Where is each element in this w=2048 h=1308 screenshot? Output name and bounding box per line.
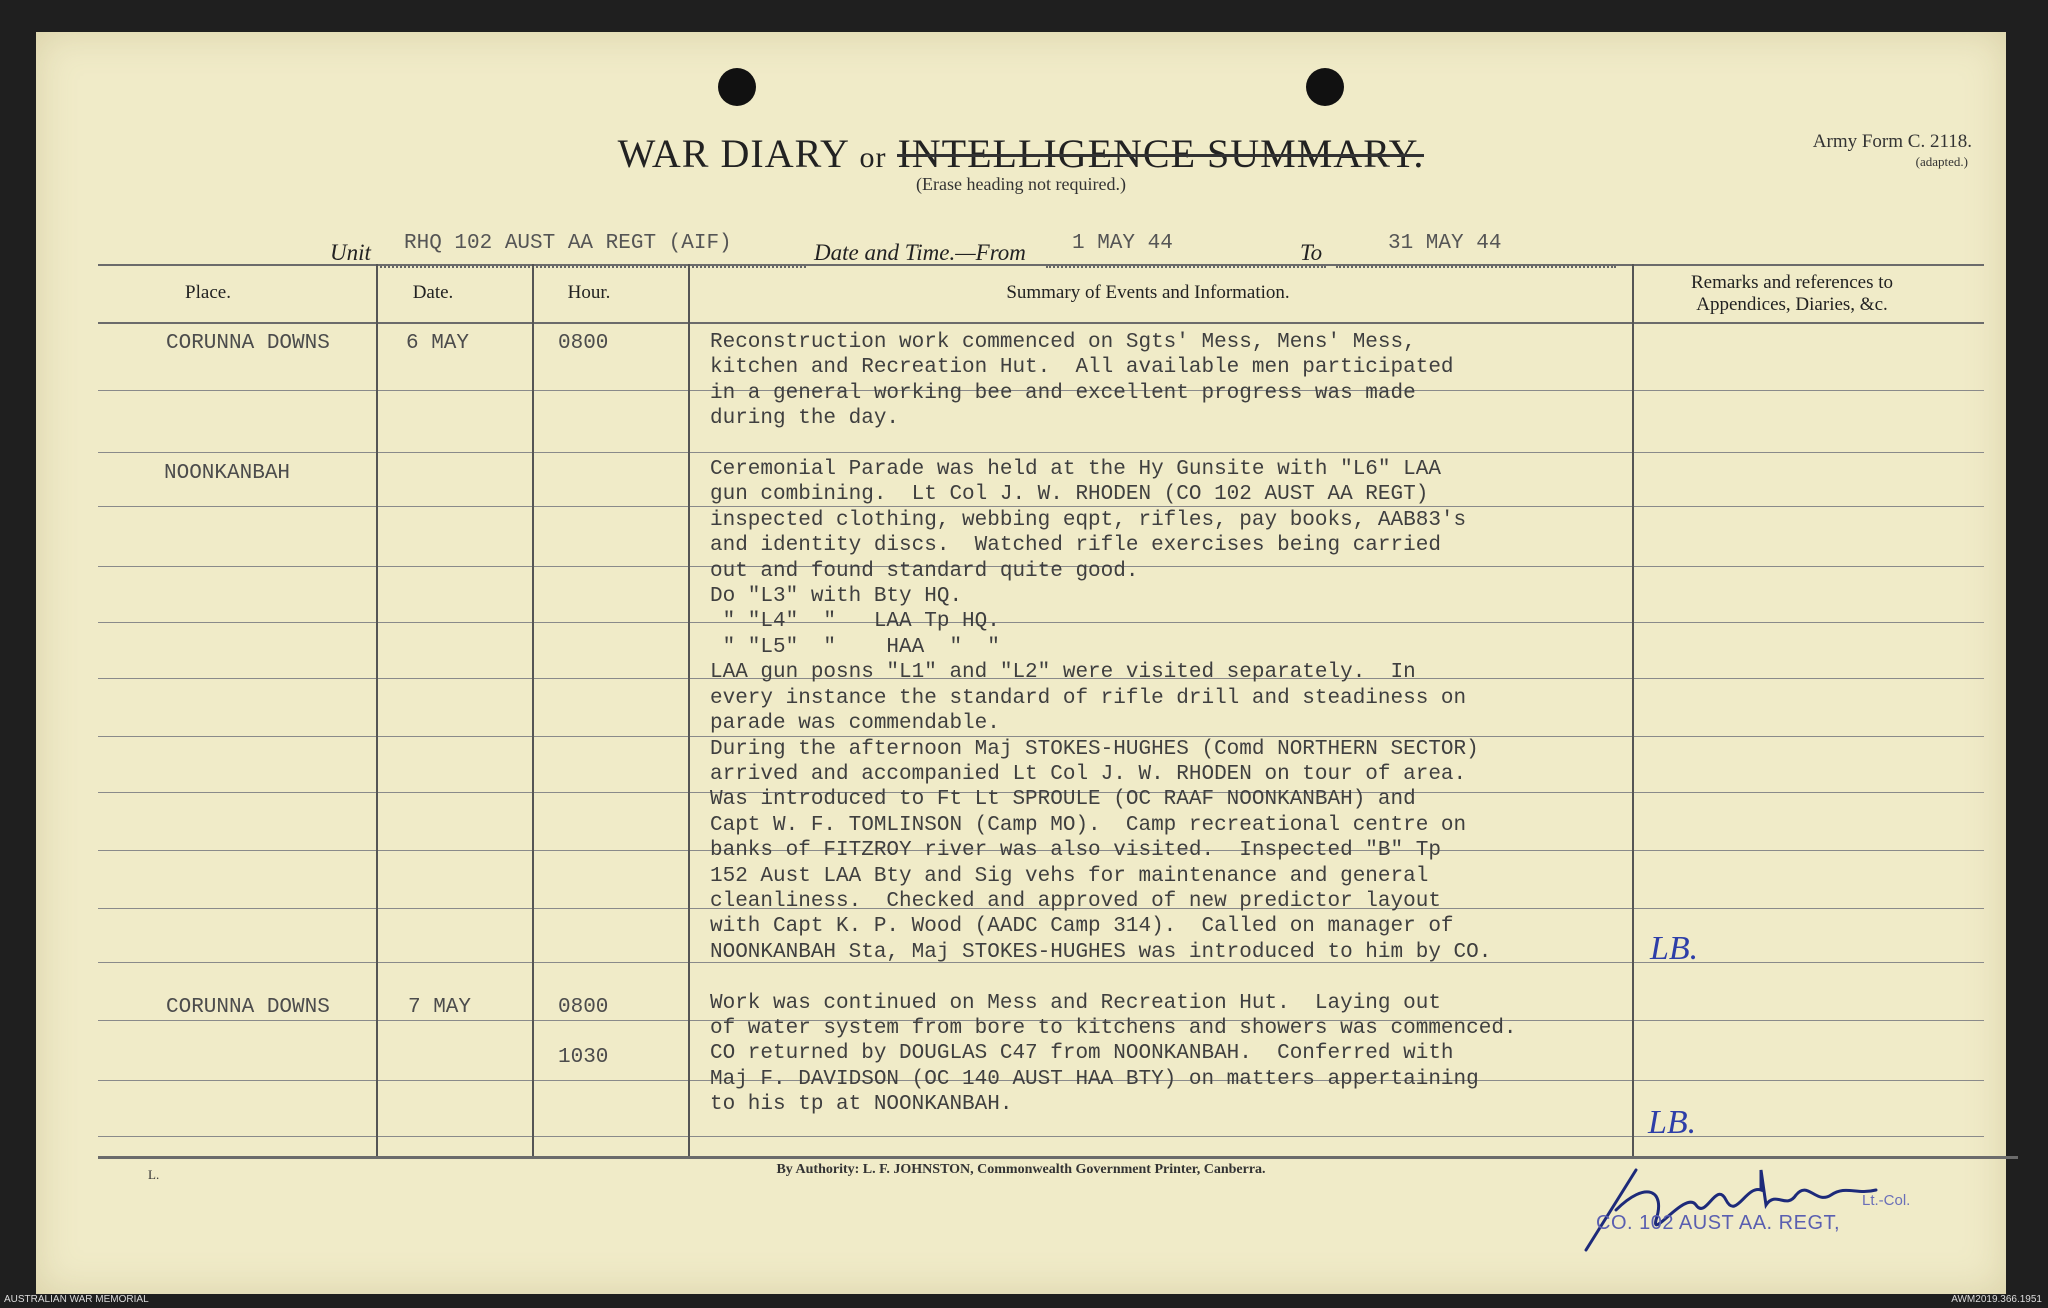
summary-line: Do "L3" with Bty HQ.	[710, 585, 963, 609]
title-main: WAR DIARY	[617, 131, 849, 176]
commanding-officer-signature	[1576, 1150, 1896, 1260]
title-or: or	[859, 141, 887, 174]
summary-line: with Capt K. P. Wood (AADC Camp 314). Called on manager of	[710, 915, 1454, 939]
summary-line: LAA gun posns "L1" and "L2" were visited separately. In	[710, 661, 1416, 685]
punch-hole-left	[718, 68, 756, 106]
summary-line: banks of FITZROY river was also visited. Inspected "B" Tp	[710, 839, 1441, 863]
unit-stamp: CO. 102 AUST AA. REGT,	[1596, 1212, 1841, 1234]
unit-label: Unit	[330, 240, 371, 265]
diary-sheet	[36, 32, 2006, 1294]
summary-line: of water system from bore to kitchens and showers was commenced.	[710, 1016, 1517, 1040]
summary-line: to his tp at NOONKANBAH.	[710, 1093, 1013, 1117]
summary-line: during the day.	[710, 407, 900, 431]
summary-line: Ceremonial Parade was held at the Hy Gunsite with "L6" LAA	[710, 458, 1441, 482]
summary-line: " "L5" " HAA " "	[710, 635, 1000, 659]
summary-line: CO returned by DOUGLAS C47 from NOONKANBAH. Conferred with	[710, 1042, 1454, 1066]
form-letter: L.	[148, 1167, 160, 1182]
unit-value: RHQ 102 AUST AA REGT (AIF)	[404, 232, 732, 255]
date-to-label: To	[1300, 240, 1323, 265]
summary-line: inspected clothing, webbing eqpt, rifles, pay books, AAB83's	[710, 508, 1467, 532]
column-header-place: Place.	[185, 282, 231, 303]
date-to-value: 31 MAY 44	[1388, 232, 1502, 255]
column-divider	[1632, 264, 1634, 1156]
remarks-initials-1: LB.	[1650, 930, 1699, 967]
credit-right: AWM2019.366.1951	[1951, 1294, 2042, 1305]
date-from-dotted-line	[1046, 266, 1326, 268]
summary-line: cleanliness. Checked and approved of new predictor layout	[710, 889, 1441, 913]
summary-line: gun combining. Lt Col J. W. RHODEN (CO 102 AUST AA REGT)	[710, 483, 1429, 507]
place-entry-2: NOONKANBAH	[164, 462, 291, 485]
credit-left: AUSTRALIAN WAR MEMORIAL	[4, 1294, 149, 1305]
printer-authority: By Authority: L. F. JOHNSTON, Commonwealth Government Printer, Canberra.	[776, 1162, 1266, 1177]
erase-note: (Erase heading not required.)	[916, 174, 1126, 194]
date-to-dotted-line	[1336, 266, 1616, 268]
summary-line: NOONKANBAH Sta, Maj STOKES-HUGHES was introduced to him by CO.	[710, 940, 1492, 964]
page-title	[36, 130, 2006, 177]
date-from-label: Date and Time.—From	[814, 240, 1026, 265]
place-entry-1: CORUNNA DOWNS	[166, 332, 330, 355]
unit-dotted-line	[376, 266, 806, 268]
column-divider	[688, 264, 690, 1156]
hour-entry-3: 0800	[558, 996, 609, 1019]
summary-line: out and found standard quite good.	[710, 559, 1139, 583]
summary-line: arrived and accompanied Lt Col J. W. RHODEN on tour of area.	[710, 762, 1467, 786]
table-rule	[98, 1136, 1984, 1137]
summary-line: Maj F. DAVIDSON (OC 140 AUST HAA BTY) on matters appertaining	[710, 1067, 1479, 1091]
remarks-initials-2: LB.	[1648, 1104, 1697, 1141]
summary-line: Capt W. F. TOMLINSON (Camp MO). Camp recreational centre on	[710, 813, 1467, 837]
army-form-adapted: (adapted.)	[1915, 154, 1968, 169]
punch-hole-right	[1306, 68, 1344, 106]
summary-line	[710, 432, 1517, 457]
summary-line	[710, 965, 1517, 990]
summary-line: Was introduced to Ft Lt SPROULE (OC RAAF NOONKANBAH) and	[710, 788, 1416, 812]
title-intelligence-summary: INTELLIGENCE SUMMARY.	[897, 131, 1425, 176]
date-entry-3: 7 MAY	[408, 996, 472, 1019]
summary-line: Work was continued on Mess and Recreation Hut. Laying out	[710, 991, 1441, 1015]
date-entry-1: 6 MAY	[406, 332, 470, 355]
date-from-value: 1 MAY 44	[1072, 232, 1173, 255]
column-divider	[376, 264, 378, 1156]
summary-line: kitchen and Recreation Hut. All available men participated	[710, 356, 1454, 380]
summary-line: Reconstruction work commenced on Sgts' Mess, Mens' Mess,	[710, 331, 1416, 354]
column-header-hour: Hour.	[567, 282, 611, 303]
column-header-summary: Summary of Events and Information.	[1006, 282, 1290, 303]
summary-line: every instance the standard of rifle drill and steadiness on	[710, 686, 1467, 710]
summary-of-events	[710, 330, 1517, 1118]
column-header-remarks	[1632, 272, 1952, 316]
stamp-rank: Lt.-Col.	[1862, 1192, 1911, 1209]
summary-line: parade was commendable.	[710, 712, 1000, 736]
summary-line: " "L4" " LAA Tp HQ.	[710, 610, 1000, 634]
hour-entry-1: 0800	[558, 332, 609, 355]
summary-line: 152 Aust LAA Bty and Sig vehs for maintenance and general	[710, 864, 1429, 888]
army-form-label	[1813, 132, 1972, 172]
table-rule	[98, 264, 1984, 266]
summary-line: During the afternoon Maj STOKES-HUGHES (Comd NORTHERN SECTOR)	[710, 737, 1479, 761]
column-divider	[532, 264, 534, 1156]
hour-entry-4: 1030	[558, 1046, 609, 1069]
summary-line: in a general working bee and excellent progress was made	[710, 381, 1416, 405]
place-entry-3: CORUNNA DOWNS	[166, 996, 330, 1019]
army-form-number: Army Form C. 2118.	[1812, 131, 1972, 152]
column-header-date: Date.	[412, 282, 454, 303]
remarks-header-line-2: Appendices, Diaries, &c.	[1696, 294, 1888, 315]
table-rule	[98, 322, 1984, 324]
remarks-header-line-1: Remarks and references to	[1690, 272, 1894, 293]
summary-line: and identity discs. Watched rifle exercises being carried	[710, 534, 1441, 558]
